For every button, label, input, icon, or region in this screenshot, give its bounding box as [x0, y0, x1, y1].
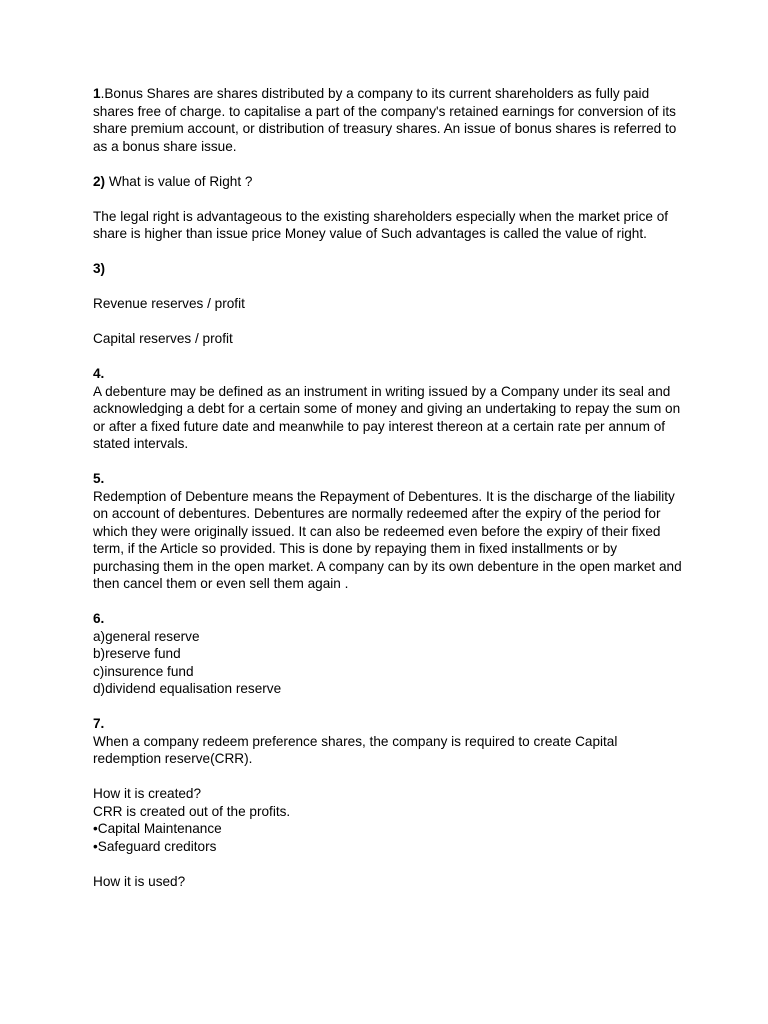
question-3-number: 3) [93, 261, 106, 276]
answer-5-number: 5. [93, 471, 105, 486]
question-2-text: What is value of Right ? [105, 173, 253, 189]
answer-7 [93, 715, 683, 768]
question-2 [93, 173, 683, 191]
list-item: c)insurence fund [93, 663, 194, 679]
list-item: a)general reserve [93, 628, 200, 644]
answer-3-line-1: Revenue reserves / profit [93, 296, 245, 311]
list-item: CRR is created out of the profits. [93, 803, 291, 819]
list-item: d)dividend equalisation reserve [93, 681, 282, 696]
answer-6-number: 6. [93, 611, 105, 626]
answer-3-line-2: Capital reserves / profit [93, 331, 233, 346]
answer-4 [93, 365, 683, 453]
answer-7-number: 7. [93, 716, 105, 731]
answer-1-text: .Bonus Shares are shares distributed by a company to its current shareholders as fully paid shares free of charge. to capitalise a part of the company's retained earnings for conversion of its share premium account, or distribution of treasury shares. An issue of bonus shares is referred to as a bonus share issue. [93, 86, 677, 154]
list-item: •Capital Maintenance [93, 821, 222, 836]
question-2-number: 2) [93, 173, 106, 189]
answer-6 [93, 610, 683, 698]
answer-1-number: 1 [93, 86, 101, 101]
how-used-heading: How it is used? [93, 873, 186, 889]
answer-2: The legal right is advantageous to the existing shareholders especially when the market price of share is higher than issue price Money value of Such advantages is called the value of right. [93, 208, 669, 241]
answer-4-number: 4. [93, 366, 105, 381]
answer-1 [93, 85, 683, 155]
how-created-heading: How it is created? [93, 786, 202, 801]
list-item: •Safeguard creditors [93, 838, 217, 854]
list-item: b)reserve fund [93, 646, 181, 661]
answer-5-text: Redemption of Debenture means the Repayment of Debentures. It is the discharge of the liability on account of debentures. Debentures are normally redeemed after the expiry of the period for which they were originally issued. It can also be redeemed even before the expiry of their fixed term, if the Article so provided. This is done by repaying them in fixed installments or by purchasing them in the open market. A company can by its own debenture in the open market and then cancel them or even sell them again . [93, 488, 682, 591]
answer-7-created [93, 785, 683, 855]
answer-5 [93, 470, 683, 593]
answer-4-text: A debenture may be defined as an instrument in writing issued by a Company under its seal and acknowledging a debt for a certain some of money and giving an undertaking to repay the sum on or after a fixed future date and meanwhile to pay interest thereon at a certain rate per annum of stated intervals. [93, 383, 681, 451]
document-page [93, 85, 683, 908]
answer-7-text: When a company redeem preference shares, the company is required to create Capital redemption reserve(CRR). [93, 733, 618, 766]
